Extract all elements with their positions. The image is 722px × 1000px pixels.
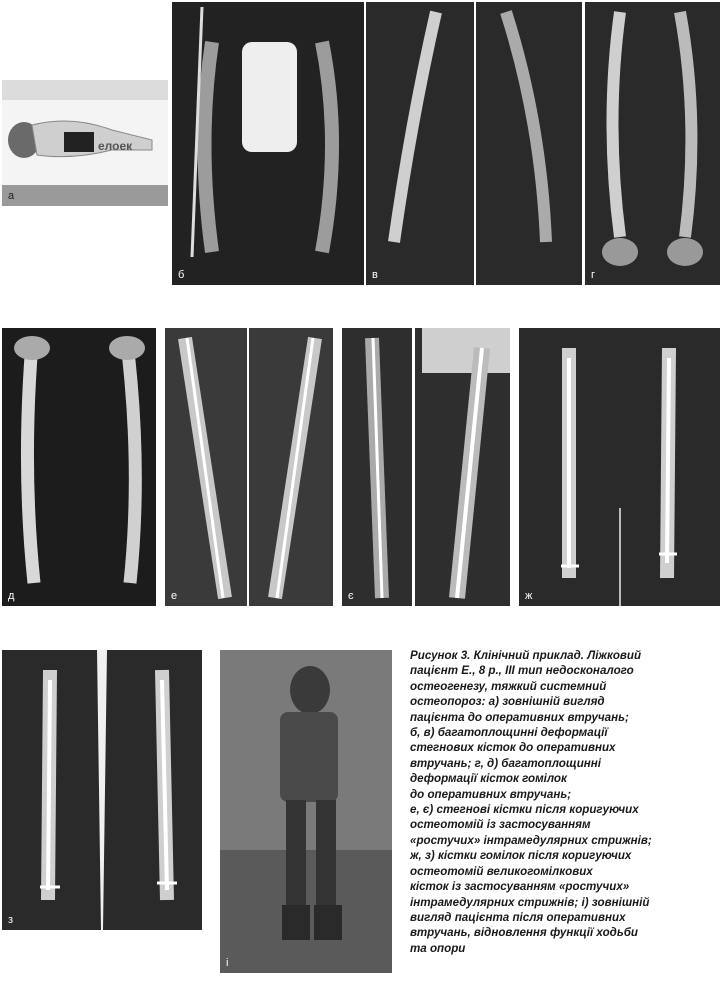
femur-rod-xray-e — [165, 328, 333, 606]
figure-panel-zh-xray — [519, 328, 720, 606]
caption-line: втручань, відновлення функції ходьби — [410, 926, 638, 940]
femur-xray-b — [172, 2, 364, 285]
caption-line: «ростучих» інтрамедулярних стрижнів; — [410, 833, 652, 847]
panel-label-z: з — [8, 914, 14, 926]
caption-line: Рисунок 3. Клінічний приклад. Ліжковий — [410, 649, 642, 662]
panel-label-zh: ж — [525, 590, 533, 602]
caption-line: інтрамедулярних стрижнів; і) зовнішній — [410, 895, 650, 909]
femur-rod-xray-ye — [342, 328, 510, 606]
panel-label-i: і — [226, 957, 229, 969]
figure-panel-a-photo — [2, 80, 168, 206]
caption-line: остеотомій великогомілкових — [410, 864, 593, 878]
svg-text:елоек: елоек — [98, 139, 133, 153]
figure-panel-d-xray — [2, 328, 156, 606]
panel-label-d: д — [8, 590, 15, 602]
caption-line: вигляд пацієнта після оперативних — [410, 910, 626, 924]
figure-panel-ye-xray — [342, 328, 510, 606]
figure-caption — [410, 648, 715, 956]
caption-line: е, є) стегнові кістки після коригуючих — [410, 803, 639, 817]
caption-line: пацієнт Е., 8 р., ІІІ тип недосконалого — [410, 664, 634, 678]
panel-label-g: г — [591, 269, 596, 281]
caption-line: ж, з) кістки гомілок після коригуючих — [410, 849, 632, 863]
caption-line: остеогенезу, тяжкий системний — [410, 679, 607, 693]
caption-line: до оперативних втручань; — [410, 787, 572, 801]
patient-walking-photo — [220, 650, 392, 973]
caption-line: остеопороз: а) зовнішній вигляд — [410, 695, 605, 709]
caption-line: остеотомій із застосуванням — [410, 818, 591, 832]
figure-panel-z-xray — [2, 650, 202, 930]
panel-label-b: б — [178, 269, 185, 281]
femur-xray-v — [366, 2, 582, 285]
caption-line: кісток із застосуванням «ростучих» — [410, 880, 630, 894]
caption-line: втручань; г, д) багатоплощинні — [410, 756, 602, 770]
patient-lying-photo — [2, 80, 168, 206]
panel-label-a: а — [8, 190, 15, 202]
tibia-rod-xray-z — [2, 650, 202, 930]
caption-line: б, в) багатоплощинні деформації — [410, 726, 608, 740]
panel-label-v: в — [372, 269, 378, 281]
figure-panel-v-xray — [366, 2, 582, 285]
caption-line: стегнових кісток до оперативних — [410, 741, 616, 755]
figure-panel-g-xray — [585, 2, 720, 285]
caption-line: деформації кісток гомілок — [410, 772, 567, 786]
caption-line: та опори — [410, 941, 466, 955]
figure-panel-e-xray — [165, 328, 333, 606]
tibia-rod-xray-zh — [519, 328, 720, 606]
tibia-xray-d — [2, 328, 156, 606]
figure-panel-i-photo — [220, 650, 392, 973]
panel-label-ye: є — [348, 590, 354, 602]
tibia-xray-g — [585, 2, 720, 285]
figure-panel-b-xray — [172, 2, 364, 285]
panel-label-e: е — [171, 590, 178, 602]
caption-line: пацієнта до оперативних втручань; — [410, 710, 629, 724]
